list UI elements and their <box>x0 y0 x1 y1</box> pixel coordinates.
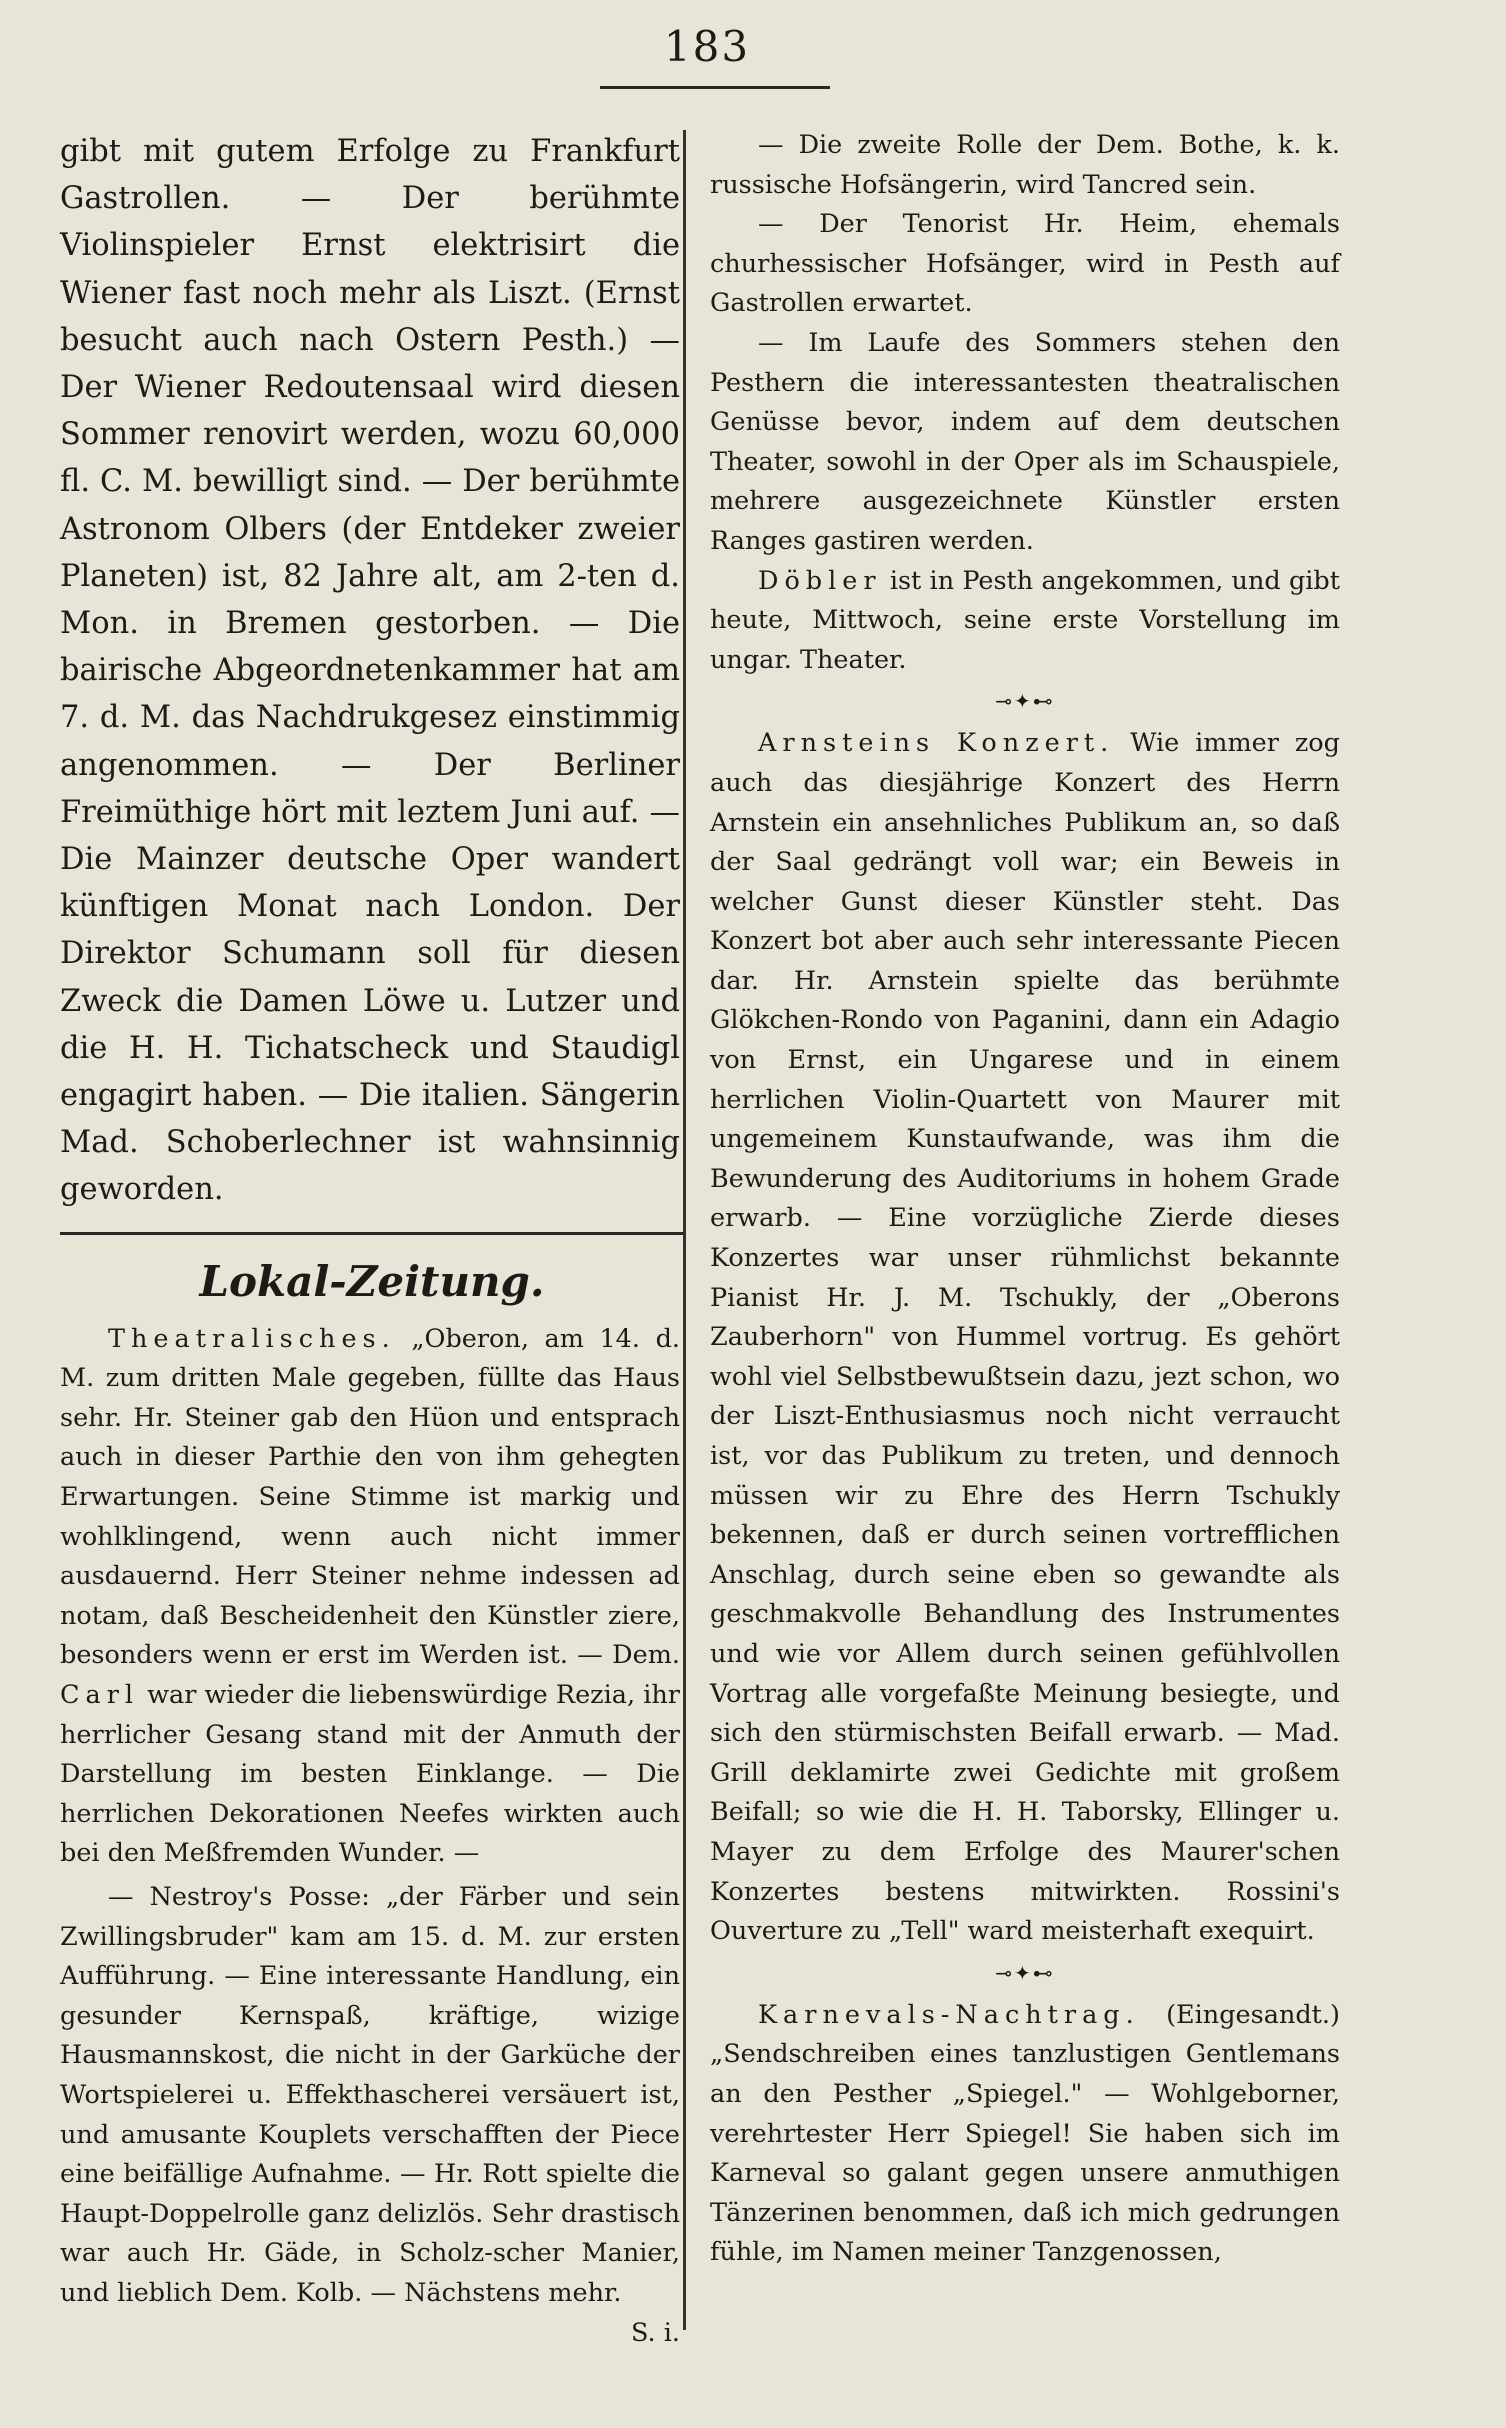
nestroy-paragraph <box>60 1878 680 2348</box>
header-rule <box>600 86 830 89</box>
theater-text-continued: war wieder die liebenswürdige Rezia, ihr herrlicher Gesang stand mit der Anmuth der Darstellung im besten Einklange. — Die herrlichen Dekorationen Neefes wirkten auch bei den Meßfremden Wunder. — <box>60 1680 680 1869</box>
theater-text: „Oberon, am 14. d. M. zum dritten Male gegeben, füllte das Haus sehr. Hr. Steiner gab den Hüon und entsprach auch in dieser Parthie den von ihm gehegten Erwartungen. Seine Stimme ist markig und wohlklingend, wenn auch nicht immer ausdauernd. Herr Steiner nehme indessen ad notam, daß Bescheidenheit den Künstler ziere, besonders wenn er erst im Werden ist. — Dem. <box>60 1323 680 1671</box>
column-divider <box>683 130 686 2330</box>
signature: S. i. <box>630 2317 680 2348</box>
theater-paragraph <box>60 1320 680 1874</box>
karneval-paragraph <box>710 1996 1340 2273</box>
bothe-paragraph: — Die zweite Rolle der Dem. Bothe, k. k. russische Hofsängerin, wird Tancred sein. <box>710 130 1340 200</box>
heim-paragraph: — Der Tenorist Hr. Heim, ehemals churhessischer Hofsänger, wird in Pesth auf Gastrollen erwartet. <box>710 209 1340 319</box>
nestroy-text: — Nestroy's Posse: „der Färber und sein Zwillingsbruder" kam am 15. d. M. zur ersten Aufführung. — Eine interessante Handlung, ein gesunder Kernspaß, kräftige, wizige Hausmannskost, die nicht in der Garküche der Wortspielerei u. Effekthascherei versäuert ist, und amusante Kouplets verschafften der Piece eine beifällige Aufnahme. — Hr. Rott spielte die Haupt-Doppelrolle ganz delizlös. Sehr drastisch war auch Hr. Gäde, in Scholz-scher Manier, und lieblich Dem. Kolb. — Nächstens mehr. <box>60 1881 680 2308</box>
theater-name: Carl <box>60 1680 140 1711</box>
arnstein-text: Wie immer zog auch das diesjährige Konzert des Herrn Arnstein ein ansehnliches Publikum an, so daß der Saal gedrängt voll war; ein Beweis in welcher Gunst dieser Künstler steht. Das Konzert bot aber auch sehr interessante Piecen dar. Hr. Arnstein spielte das berühmte Glökchen-Rondo von Paganini, dann ein Adagio von Ernst, ein Ungarese und in einem herrlichen Violin-Quartett von Maurer mit ungemeinem Kunstaufwande, was ihm die Bewunderung des Auditoriums in hohem Grade erwarb. — Eine vorzügliche Zierde dieses Konzertes war unser rühmlichst bekannte Pianist Hr. J. M. Tschukly, der „Oberons Zauberhorn" von Hummel vortrug. Es gehört wohl viel Selbstbewußtsein dazu, jezt schon, wo der Liszt-Enthusiasmus noch nicht verraucht ist, vor das Publikum zu treten, und dennoch müssen wir zu Ehre des Herrn Tschukly bekennen, daß er durch seinen vortrefflichen Anschlag, durch seine eben so gewandte als geschmakvolle Behandlung des Instrumentes und wie vor Allem durch seinen gefühlvollen Vortrag alle vorgefaßte Meinung besiegte, und sich den stürmischsten Beifall erwarb. — Mad. Grill deklamirte zwei Gedichte mit großem Beifall; so wie die H. H. Taborsky, Ellinger u. Mayer zu dem Erfolge des Maurer'schen Konzertes bestens mitwirkten. Rossini's Ouverture zu „Tell" ward meisterhaft exequirt. <box>710 728 1340 1947</box>
ornament-divider: ⊸✦⊷ <box>995 1960 1055 1985</box>
section-rule <box>60 1232 684 1235</box>
arnstein-paragraph <box>710 724 1340 1951</box>
right-column <box>710 126 1340 2273</box>
sommer-paragraph: — Im Laufe des Sommers stehen den Pesthern die interessantesten theatralischen Genüsse bevor, indem auf dem deutschen Theater, sowohl in der Oper als im Schauspiele, mehrere ausgezeichnete Künstler ersten Ranges gastiren werden. <box>710 327 1340 556</box>
doebler-name: Döbler <box>758 565 882 596</box>
ornament-divider: ⊸✦⊷ <box>995 689 1055 714</box>
doebler-paragraph <box>710 562 1340 681</box>
section-title: Lokal-Zeitung. <box>199 1256 545 1306</box>
theater-heading: Theatralisches. <box>108 1323 396 1354</box>
news-paragraph: gibt mit gutem Erfolge zu Frankfurt Gastrollen. — Der berühmte Violinspieler Ernst elektrisirt die Wiener fast noch mehr als Liszt. (Ernst besucht auch nach Ostern Pesth.) — Der Wiener Redoutensaal wird diesen Sommer renovirt werden, wozu 60,000 fl. C. M. bewilligt sind. — Der berühmte Astronom Olbers (der Entdeker zweier Planeten) ist, 82 Jahre alt, am 2-ten d. Mon. in Bremen gestorben. — Die bairische Abgeordnetenkammer hat am 7. d. M. das Nachdrukgesez einstimmig angenommen. — Der Berliner Freimüthige hört mit leztem Juni auf. — Die Mainzer deutsche Oper wandert künftigen Monat nach London. Der Direktor Schumann soll für diesen Zweck die Damen Löwe u. Lutzer und die H. H. Tichatscheck und Staudigl engagirt haben. — Die italien. Sängerin Mad. Schoberlechner ist wahnsinnig geworden. <box>60 134 680 1208</box>
page-number: 183 <box>663 22 751 71</box>
karneval-heading: Karnevals-Nachtrag. <box>758 1999 1140 2030</box>
arnstein-heading: Arnsteins Konzert. <box>758 728 1115 759</box>
left-column <box>60 128 680 2353</box>
doebler-text: ist in Pesth angekommen, und gibt heute, Mittwoch, seine erste Vorstellung im ungar. Theater. <box>710 565 1341 675</box>
karneval-text: (Eingesandt.) „Sendschreiben eines tanzlustigen Gentlemans an den Pesther „Spiegel." — Wohlgeborner, verehrtester Herr Spiegel! Sie haben sich im Karneval so galant gegen unsere anmuthigen Tänzerinen benommen, daß ich mich gedrungen fühle, im Namen meiner Tanzgenossen, <box>710 1999 1340 2268</box>
